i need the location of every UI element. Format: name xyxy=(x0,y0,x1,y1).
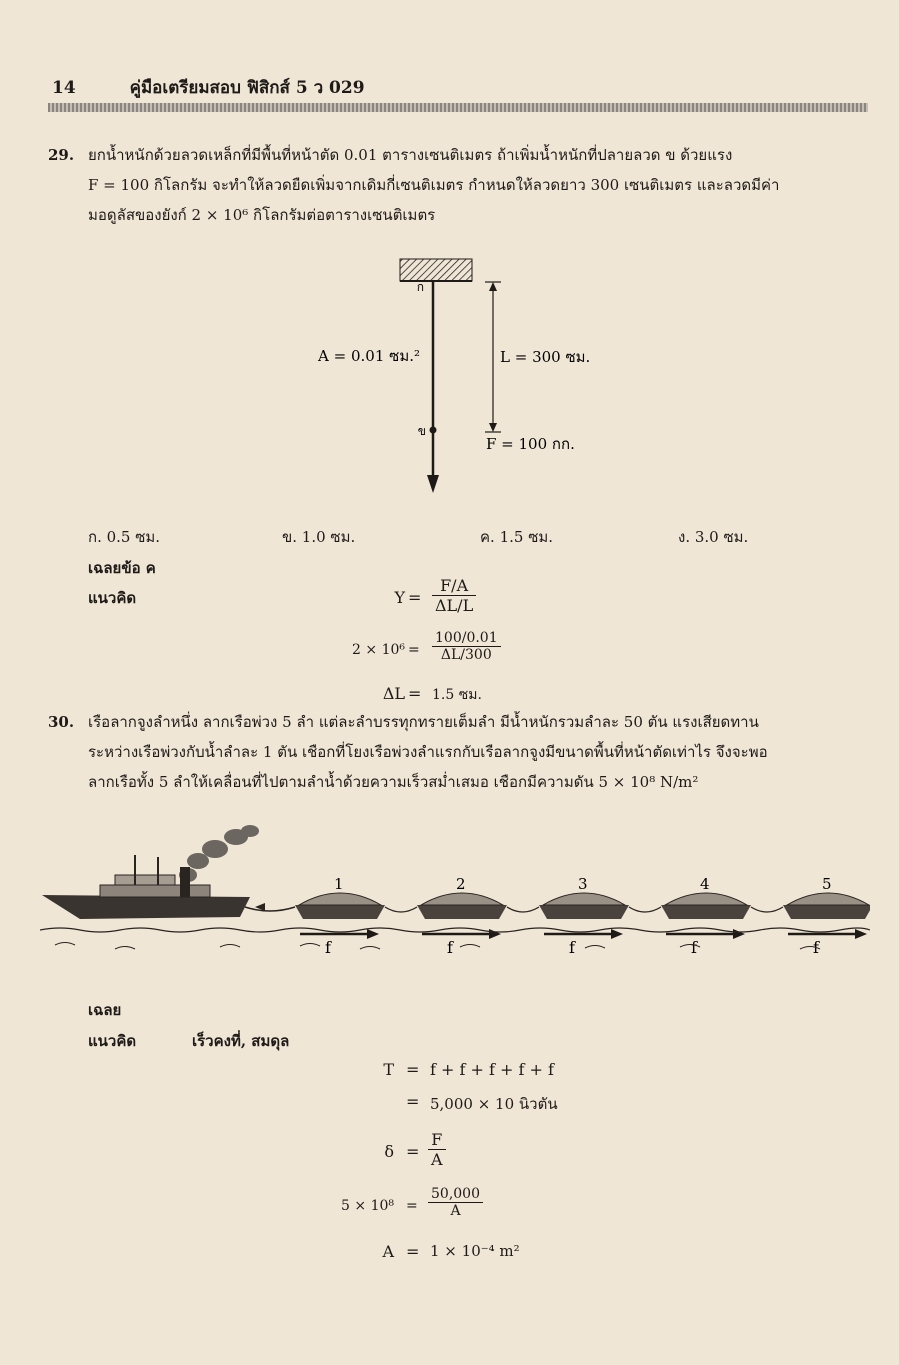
barge-number-label: 5 xyxy=(822,875,832,893)
q29-eq1-lhs: Y xyxy=(394,588,405,607)
barge-hull xyxy=(417,905,507,919)
q29-choice-a: ก. 0.5 ซม. xyxy=(88,528,161,546)
friction-label: f xyxy=(447,938,453,957)
q29-eq3-lhs: ΔL xyxy=(382,684,405,703)
ceiling-support xyxy=(400,259,472,281)
q30-eq3-lhs: δ xyxy=(384,1142,394,1161)
tow-rope xyxy=(245,907,295,911)
area-label: A = 0.01 ซม.² xyxy=(318,347,420,365)
q29-choice-b: ข. 1.0 ซม. xyxy=(282,528,356,546)
q30-eq4-rhs: $\frac{50,000}{A}$ xyxy=(428,1186,483,1219)
q30-line-3: ลากเรือทั้ง 5 ลำให้เคลื่อนที่ไปตามลำน้ำด้วยความเร็วสม่ำเสมอ เชือกมีความดัน 5 × 10⁸ N/m² xyxy=(88,773,699,791)
barge-hull xyxy=(783,905,870,919)
q29-eq1-rhs: $\frac{F/A}{\Delta L/L}$ xyxy=(432,576,476,615)
barge-sand-load xyxy=(421,893,503,905)
water-ripples xyxy=(55,943,820,950)
q30-line-2: ระหว่างเรือพ่วงกับน้ำลำละ 1 ตัน เชือกที่โยงเรือพ่วงลำแรกกับเรือลากจูงมีขนาดพื้นที่หน้าตัดเท่าไร จึงจะพอ xyxy=(88,743,768,761)
q29-wire-diagram xyxy=(300,255,620,500)
q30-solution-label: แนวคิด xyxy=(88,1032,137,1050)
force-arrow-head xyxy=(427,475,439,493)
q29-text xyxy=(88,140,868,230)
q30-eq4-lhs: 5 × 10⁸ xyxy=(341,1198,394,1214)
barge-rope xyxy=(629,907,661,912)
q30-line-1: เรือลากจูงลำหนึ่ง ลากเรือพ่วง 5 ลำ แต่ละลำบรรทุกทรายเต็มลำ มีน้ำหนักรวมลำละ 50 ตัน แรงเสียดทาน xyxy=(88,713,759,731)
q30-eq3-rhs: $\frac{F}{A}$ xyxy=(428,1130,446,1169)
q29-line-1: ยกน้ำหนักด้วยลวดเหล็กที่มีพื้นที่หน้าตัด 0.01 ตารางเซนติเมตร ถ้าเพิ่มน้ำหนักที่ปลายลวด ข ด้วยแรง xyxy=(88,146,733,164)
q29-line-2: F = 100 กิโลกรัม จะทำให้ลวดยืดเพิ่มจากเดิมกี่เซนติเมตร กำหนดให้ลวดยาว 300 เซนติเมตร และลวดมีค่า xyxy=(88,176,780,194)
q29-answer: เฉลยข้อ ค xyxy=(88,559,156,577)
q30-number: 30. xyxy=(48,713,75,731)
barge-rope xyxy=(751,907,783,912)
barge-sand-load xyxy=(665,893,747,905)
q29-solution-label: แนวคิด xyxy=(88,589,137,607)
barge-hull xyxy=(295,905,385,919)
book-title: คู่มือเตรียมสอบ ฟิสิกส์ 5 ว 029 xyxy=(129,78,365,98)
q30-eq5-lhs: A xyxy=(382,1242,394,1261)
q29-choice-d: ง. 3.0 ซม. xyxy=(678,528,749,546)
q30-eq2-rhs: 5,000 × 10 นิวตัน xyxy=(430,1095,558,1113)
barge-hull xyxy=(661,905,751,919)
friction-arrow-head xyxy=(855,929,867,939)
barge-number-label: 1 xyxy=(334,875,344,893)
header-rule xyxy=(48,103,868,112)
point-top-label: ก xyxy=(416,280,424,294)
friction-arrow-head xyxy=(489,929,501,939)
smoke-cloud xyxy=(179,825,259,882)
friction-label: f xyxy=(325,938,331,957)
page-header xyxy=(52,74,365,101)
q29-line-3: มอดูลัสของยังก์ 2 × 10⁶ กิโลกรัมต่อตารางเซนติเมตร xyxy=(88,206,436,224)
point-bottom-label: ข xyxy=(417,424,426,438)
q29-solution: Y = $\frac{F/A}{\Delta L/L}$ 2 × 10⁶ = $\frac{100/0.01}{\Delta L/300}$ ΔL = 1.5 ซม. xyxy=(300,576,560,710)
q30-text xyxy=(88,707,868,797)
barge-group xyxy=(295,875,870,957)
length-label: L = 300 ซม. xyxy=(500,348,591,366)
point-b xyxy=(430,427,437,434)
q30-eq5-rhs: 1 × 10⁻⁴ m² xyxy=(430,1242,520,1260)
q30-solution: T = f + f + f + f + f = 5,000 × 10 นิวตัน δ = $\frac{F}{A}$ 5 × 10⁸ = $\frac{50,000}{A}$ A = 1 × 10⁻⁴ m² xyxy=(341,1060,558,1261)
barge-number-label: 4 xyxy=(700,875,710,893)
barge-hull xyxy=(539,905,629,919)
q30-answer: เฉลย xyxy=(88,1001,122,1019)
water-surface xyxy=(40,928,870,932)
friction-arrow-head xyxy=(733,929,745,939)
page-number: 14 xyxy=(52,78,76,98)
barge-sand-load xyxy=(299,893,381,905)
barge-number-label: 3 xyxy=(578,875,588,893)
friction-label: f xyxy=(813,938,819,957)
barge-rope xyxy=(385,907,417,912)
friction-arrow-head xyxy=(367,929,379,939)
q29-choice-c: ค. 1.5 ซม. xyxy=(480,528,554,546)
barge-sand-load xyxy=(543,893,625,905)
force-label: F = 100 กก. xyxy=(486,435,575,453)
friction-label: f xyxy=(569,938,575,957)
friction-arrow-head xyxy=(611,929,623,939)
barge-sand-load xyxy=(787,893,869,905)
q30-solution-note: เร็วคงที่, สมดุล xyxy=(192,1032,290,1050)
barge-number-label: 2 xyxy=(456,875,466,893)
q30-tugboat-diagram xyxy=(40,815,870,965)
tugboat xyxy=(42,855,250,919)
q29-number: 29. xyxy=(48,146,75,164)
q29-eq2-lhs: 2 × 10⁶ xyxy=(352,642,405,658)
barge-rope xyxy=(507,907,539,912)
q30-eq1-lhs: T xyxy=(383,1060,394,1079)
friction-label: f xyxy=(691,938,697,957)
q29-eq2-rhs: $\frac{100/0.01}{\Delta L/300}$ xyxy=(432,630,501,663)
q29-eq3-rhs: 1.5 ซม. xyxy=(432,687,482,703)
q30-eq1-rhs: f + f + f + f + f xyxy=(430,1060,554,1079)
